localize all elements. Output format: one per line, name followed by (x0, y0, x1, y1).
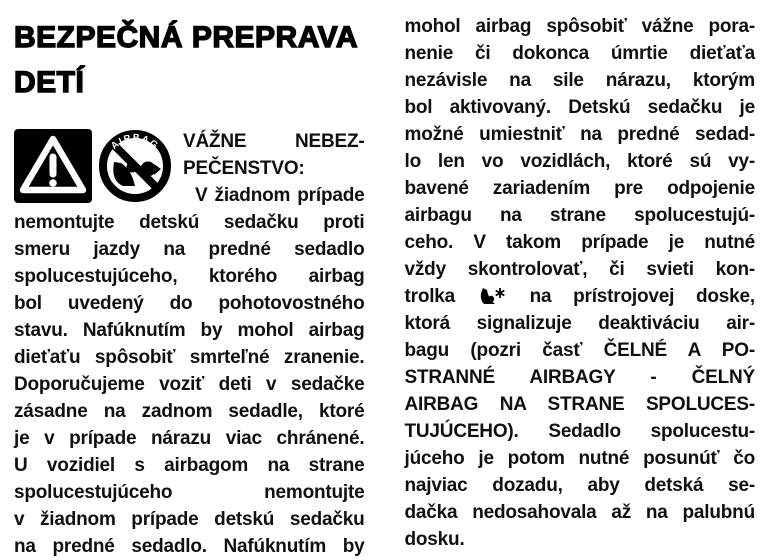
text-line: bol uvedený do pohotovostného (14, 293, 365, 314)
text-line: bagu (pozri časť ČELNÉ A PO- (404, 340, 755, 361)
right-column (405, 13, 756, 560)
text-line: najviac dozadu, aby detská se- (404, 475, 755, 496)
warning-paragraph (14, 128, 365, 209)
text-line: spolucestujúceho nemontujte (14, 482, 365, 503)
right-column-text (405, 13, 756, 553)
left-column (14, 13, 365, 560)
no-airbag-icon (99, 130, 171, 202)
text-line: dačka nedosahovala až na palubnú (404, 502, 755, 523)
warning-heading-line: PEČENSTVO: (183, 158, 305, 179)
text-line: dieťaťu spôsobiť smrteľné zranenie. (14, 347, 365, 368)
word: trolka (404, 286, 456, 307)
page-title (14, 15, 365, 105)
text-line: dosku. (404, 529, 465, 550)
text-line: nezávisle na sile nárazu, ktorým (404, 70, 755, 91)
text-line: TUJÚCEHO). Sedadlo spolucestu- (404, 421, 755, 442)
airbag-icon-label: AIRBAG (109, 132, 161, 152)
text-line: na predné sedadlo. Nafúknutím by (14, 536, 365, 557)
page-title-line-2: DETÍ (14, 66, 85, 99)
text-line: mohol airbag spôsobiť vážne pora- (404, 16, 755, 37)
word: na (529, 286, 552, 307)
text-line: ktorá signalizuje deaktiváciu air- (404, 313, 755, 334)
text-line: nenie či dokonca úmrtie dieťaťa (404, 43, 755, 64)
text-line: stavu. Nafúknutím by mohol airbag (14, 320, 365, 341)
text-line: smeru jazdy na predné sedadlo (14, 239, 365, 260)
text-line: airbagu na strane spolucestujú- (404, 205, 755, 226)
text-line: zásadne na zadnom sedadle, ktoré (14, 401, 365, 422)
text-line: lo len vo vozidlách, ktoré sú vy- (404, 151, 755, 172)
text-line: vždy skontrolovať, či svieti kon- (404, 259, 755, 280)
text-line: Doporučujeme voziť deti v sedačke (14, 374, 365, 395)
text-line: spolucestujúceho, ktorého airbag (14, 266, 365, 287)
text-line: STRANNÉ AIRBAGY - ČELNÝ (404, 367, 755, 388)
warning-icons (14, 128, 171, 204)
airbag-off-indicator-icon (477, 286, 508, 308)
text-line: ceho. V takom prípade je nutné (404, 232, 755, 253)
word: prístrojovej (573, 286, 675, 307)
text-line: bol aktivovaný. Detskú sedačku je (404, 97, 755, 118)
text-line: v žiadnom prípade detskú sedačku (14, 509, 365, 530)
warning-heading-line: VÁŽNE NEBEZ- (183, 131, 365, 152)
text-line: AIRBAG NA STRANE SPOLUCES- (404, 394, 755, 415)
warning-triangle-icon (14, 129, 92, 203)
left-column-text (14, 209, 365, 560)
text-line: júceho je potom nutné posunúť čo (404, 448, 755, 469)
text-line: U vozidiel s airbagom na strane (14, 455, 365, 476)
text-line: bavené zariadením pre odpojenie (404, 178, 755, 199)
text-line: nemontujte detskú sedačku proti (14, 212, 365, 233)
text-line: možné umiestniť na predné sedad- (404, 124, 755, 145)
indicator-line (405, 283, 756, 310)
text-line: je v prípade nárazu viac chránené. (14, 428, 365, 449)
page-title-line-1: BEZPEČNÁ PREPRAVA (14, 21, 359, 54)
text-line: V žiadnom prípade (195, 185, 365, 206)
word: doske, (695, 286, 755, 307)
